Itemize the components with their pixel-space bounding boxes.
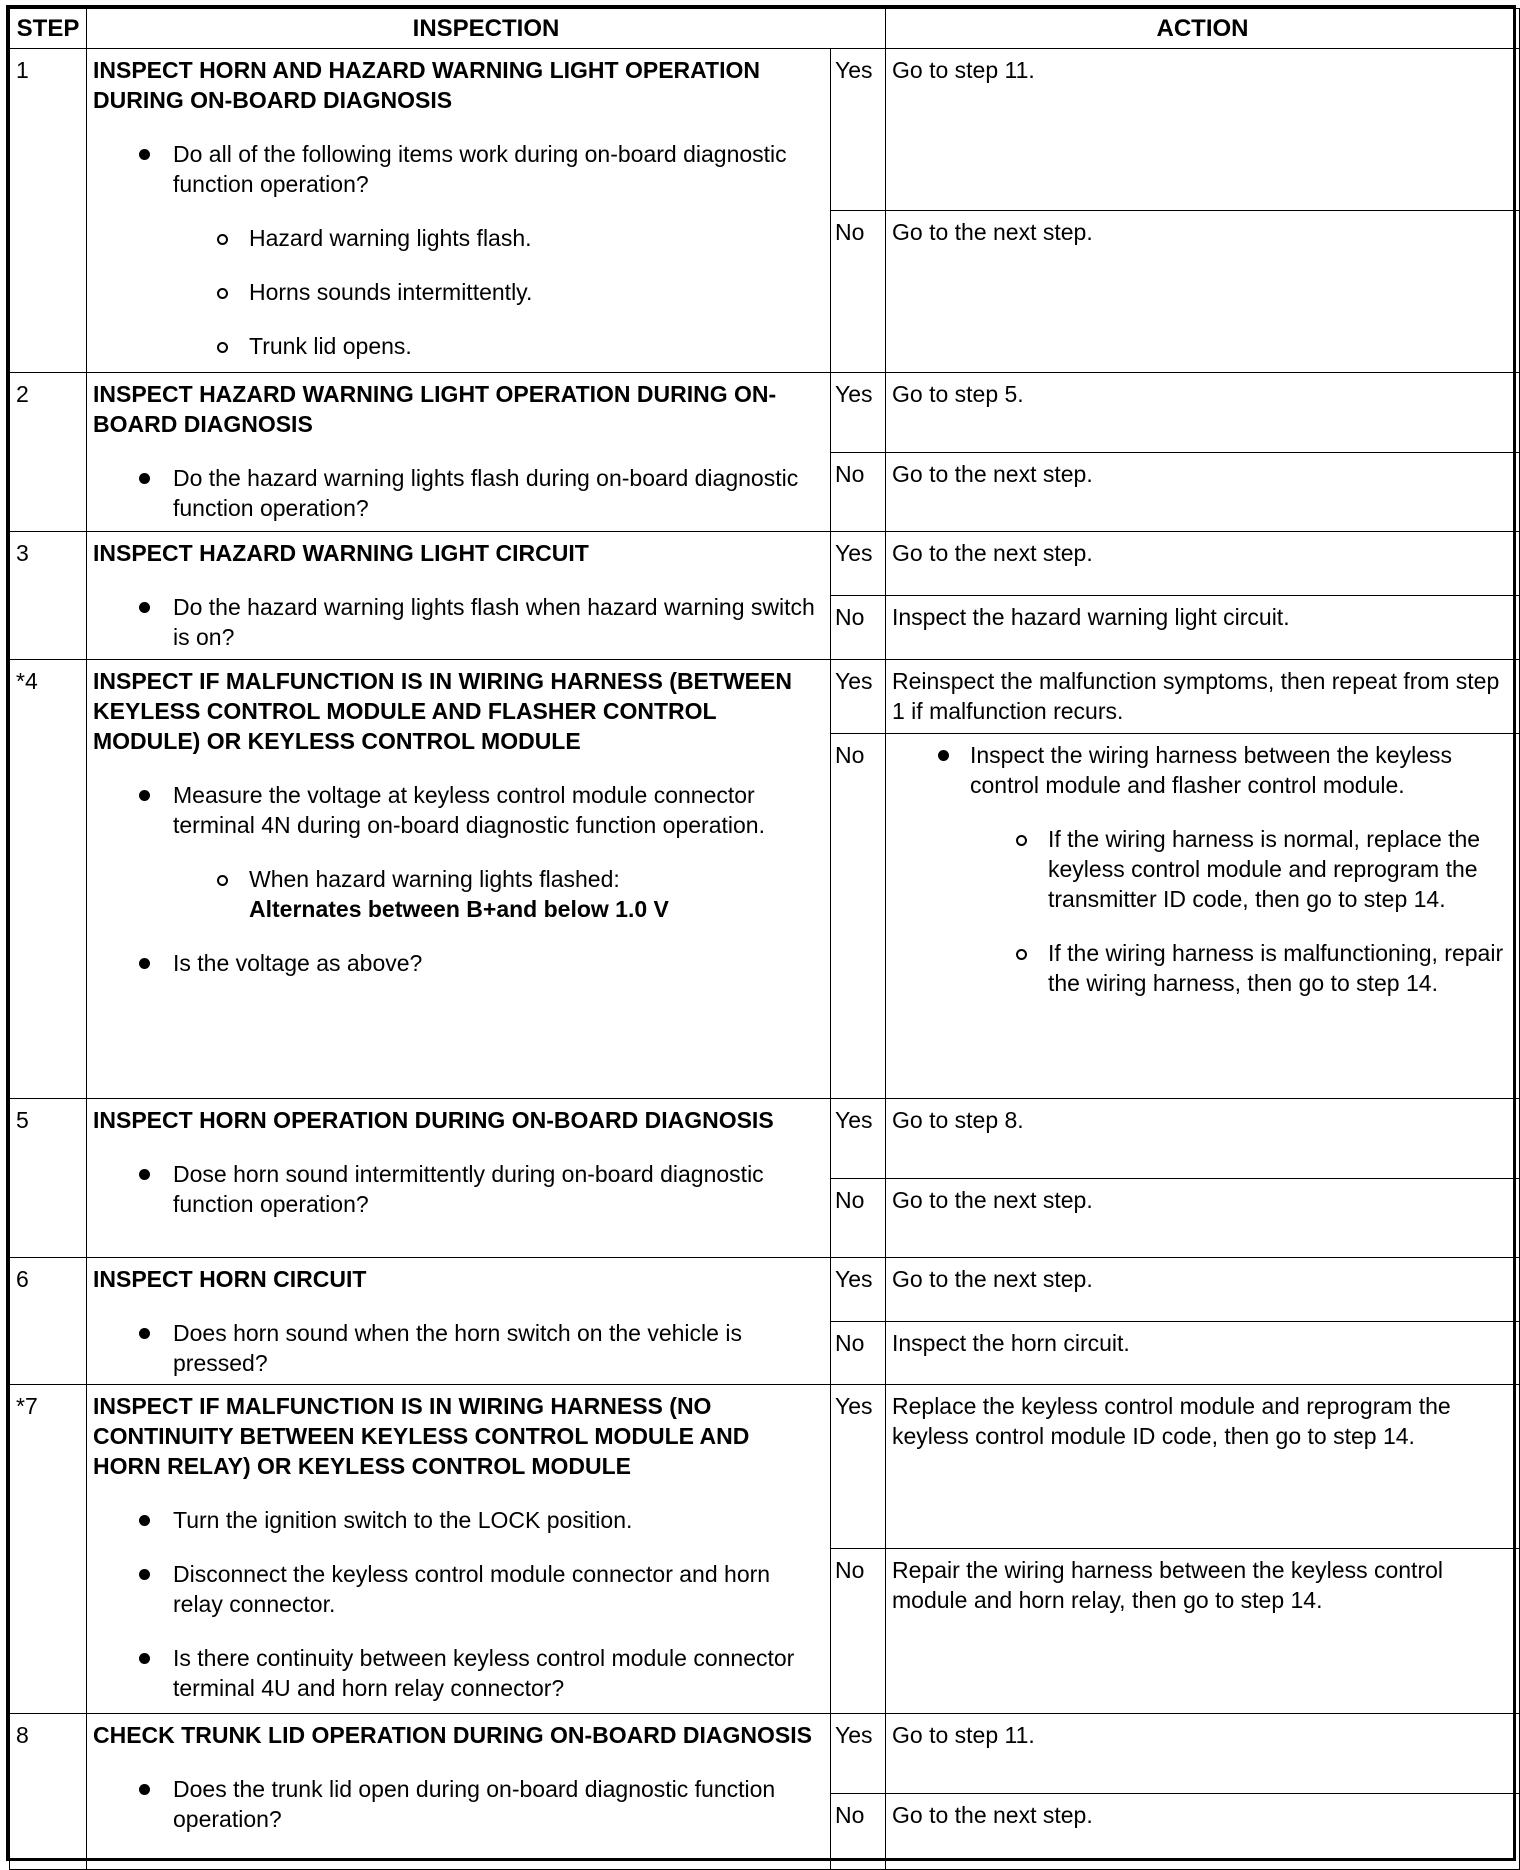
bullet-item: Turn the ignition switch to the LOCK position. [93,1505,822,1535]
step-number: 3 [10,532,87,660]
action-yes: Go to the next step. [886,532,1520,596]
bullet-item: Do the hazard warning lights flash during on-board diagnostic function operation? [93,463,822,523]
no-label: No [831,1549,886,1714]
diagnostic-table-sheet [6,5,1516,1861]
table-row [10,532,1520,596]
table-row [10,373,1520,453]
inspection-cell [87,1714,831,1870]
step-number: 8 [10,1714,87,1870]
step-number: 1 [10,49,87,373]
inspection-cell [87,1099,831,1258]
action-bullet-item: Inspect the wiring harness between the keyless control module and flasher control module. [892,740,1511,800]
yes-label: Yes [831,1714,886,1794]
bullet-item: Measure the voltage at keyless control module connector terminal 4N during on-board diagnostic function operation. [93,780,822,840]
yes-label: Yes [831,49,886,211]
action-yes: Reinspect the malfunction symptoms, then repeat from step 1 if malfunction recurs. [886,660,1520,734]
bullet-item: Does the trunk lid open during on-board diagnostic function operation? [93,1774,822,1834]
sub-bullet-item: Trunk lid opens. [93,331,822,361]
step-number: 5 [10,1099,87,1258]
action-no: Inspect the horn circuit. [886,1322,1520,1385]
action-yes: Go to step 11. [886,1714,1520,1794]
bullet-item: Do the hazard warning lights flash when hazard warning switch is on? [93,592,822,652]
inspection-title: INSPECT HAZARD WARNING LIGHT CIRCUIT [93,540,589,566]
table-row [10,1099,1520,1179]
bullet-item: Is the voltage as above? [93,948,822,978]
spec-value: Alternates between B+and below 1.0 V [249,896,669,922]
action-sub-bullet-item: If the wiring harness is normal, replace the keyless control module and reprogram the transmitter ID code, then go to step 14. [892,824,1511,914]
table-row [10,49,1520,211]
table-row [10,1385,1520,1549]
inspection-cell [87,373,831,532]
no-label: No [831,1179,886,1258]
action-no: Go to the next step. [886,1794,1520,1870]
yes-label: Yes [831,532,886,596]
action-no: Go to the next step. [886,211,1520,373]
no-label: No [831,596,886,660]
inspection-cell [87,660,831,1099]
no-label: No [831,1322,886,1385]
bullet-item: Does horn sound when the horn switch on the vehicle is pressed? [93,1318,822,1378]
step-number: *7 [10,1385,87,1714]
bullet-item: Disconnect the keyless control module connector and horn relay connector. [93,1559,822,1619]
yes-label: Yes [831,1258,886,1322]
bullet-item: Is there continuity between keyless control module connector terminal 4U and horn relay connector? [93,1643,822,1703]
header-row [10,9,1520,49]
sub-bullet-item: Hazard warning lights flash. [93,223,822,253]
yes-label: Yes [831,660,886,734]
diagnostic-table [9,8,1520,1870]
action-yes: Replace the keyless control module and reprogram the keyless control module ID code, then go to step 14. [886,1385,1520,1549]
action-yes: Go to step 11. [886,49,1520,211]
action-no: Go to the next step. [886,1179,1520,1258]
action-no: Inspect the hazard warning light circuit. [886,596,1520,660]
yes-label: Yes [831,1099,886,1179]
bullet-item: Dose horn sound intermittently during on-board diagnostic function operation? [93,1159,822,1219]
action-sub-bullet-item: If the wiring harness is malfunctioning, repair the wiring harness, then go to step 14. [892,938,1511,998]
inspection-title: INSPECT HORN OPERATION DURING ON-BOARD DIAGNOSIS [93,1107,774,1133]
action-no: Go to the next step. [886,453,1520,532]
no-label: No [831,211,886,373]
table-row [10,660,1520,734]
inspection-title: INSPECT HAZARD WARNING LIGHT OPERATION DURING ON-BOARD DIAGNOSIS [93,381,777,437]
action-yes: Go to the next step. [886,1258,1520,1322]
inspection-cell [87,532,831,660]
inspection-cell [87,49,831,373]
action-yes: Go to step 8. [886,1099,1520,1179]
yes-label: Yes [831,1385,886,1549]
step-number: *4 [10,660,87,1099]
header-action: ACTION [886,9,1520,49]
sub-bullet-item: Horns sounds intermittently. [93,277,822,307]
sub-bullet-item [93,864,822,924]
inspection-title: CHECK TRUNK LID OPERATION DURING ON-BOARD DIAGNOSIS [93,1722,812,1748]
inspection-cell [87,1258,831,1385]
inspection-title: INSPECT HORN AND HAZARD WARNING LIGHT OPERATION DURING ON-BOARD DIAGNOSIS [93,57,760,113]
header-step: STEP [10,9,87,49]
step-number: 2 [10,373,87,532]
inspection-cell [87,1385,831,1714]
step-number: 6 [10,1258,87,1385]
action-no [886,734,1520,1099]
bullet-item: Do all of the following items work during on-board diagnostic function operation? [93,139,822,199]
action-yes: Go to step 5. [886,373,1520,453]
sub-bullet-text: When hazard warning lights flashed: [249,866,620,892]
inspection-title: INSPECT HORN CIRCUIT [93,1266,367,1292]
no-label: No [831,1794,886,1870]
yes-label: Yes [831,373,886,453]
table-row [10,1714,1520,1794]
table-row [10,1258,1520,1322]
no-label: No [831,734,886,1099]
action-no: Repair the wiring harness between the keyless control module and horn relay, then go to step 14. [886,1549,1520,1714]
inspection-title: INSPECT IF MALFUNCTION IS IN WIRING HARNESS (NO CONTINUITY BETWEEN KEYLESS CONTROL MODULE AND HORN RELAY) OR KEYLESS CONTROL MODULE [93,1393,750,1479]
no-label: No [831,453,886,532]
inspection-title: INSPECT IF MALFUNCTION IS IN WIRING HARNESS (BETWEEN KEYLESS CONTROL MODULE AND FLASHER CONTROL MODULE) OR KEYLESS CONTROL MODULE [93,668,792,754]
header-inspection: INSPECTION [87,9,886,49]
